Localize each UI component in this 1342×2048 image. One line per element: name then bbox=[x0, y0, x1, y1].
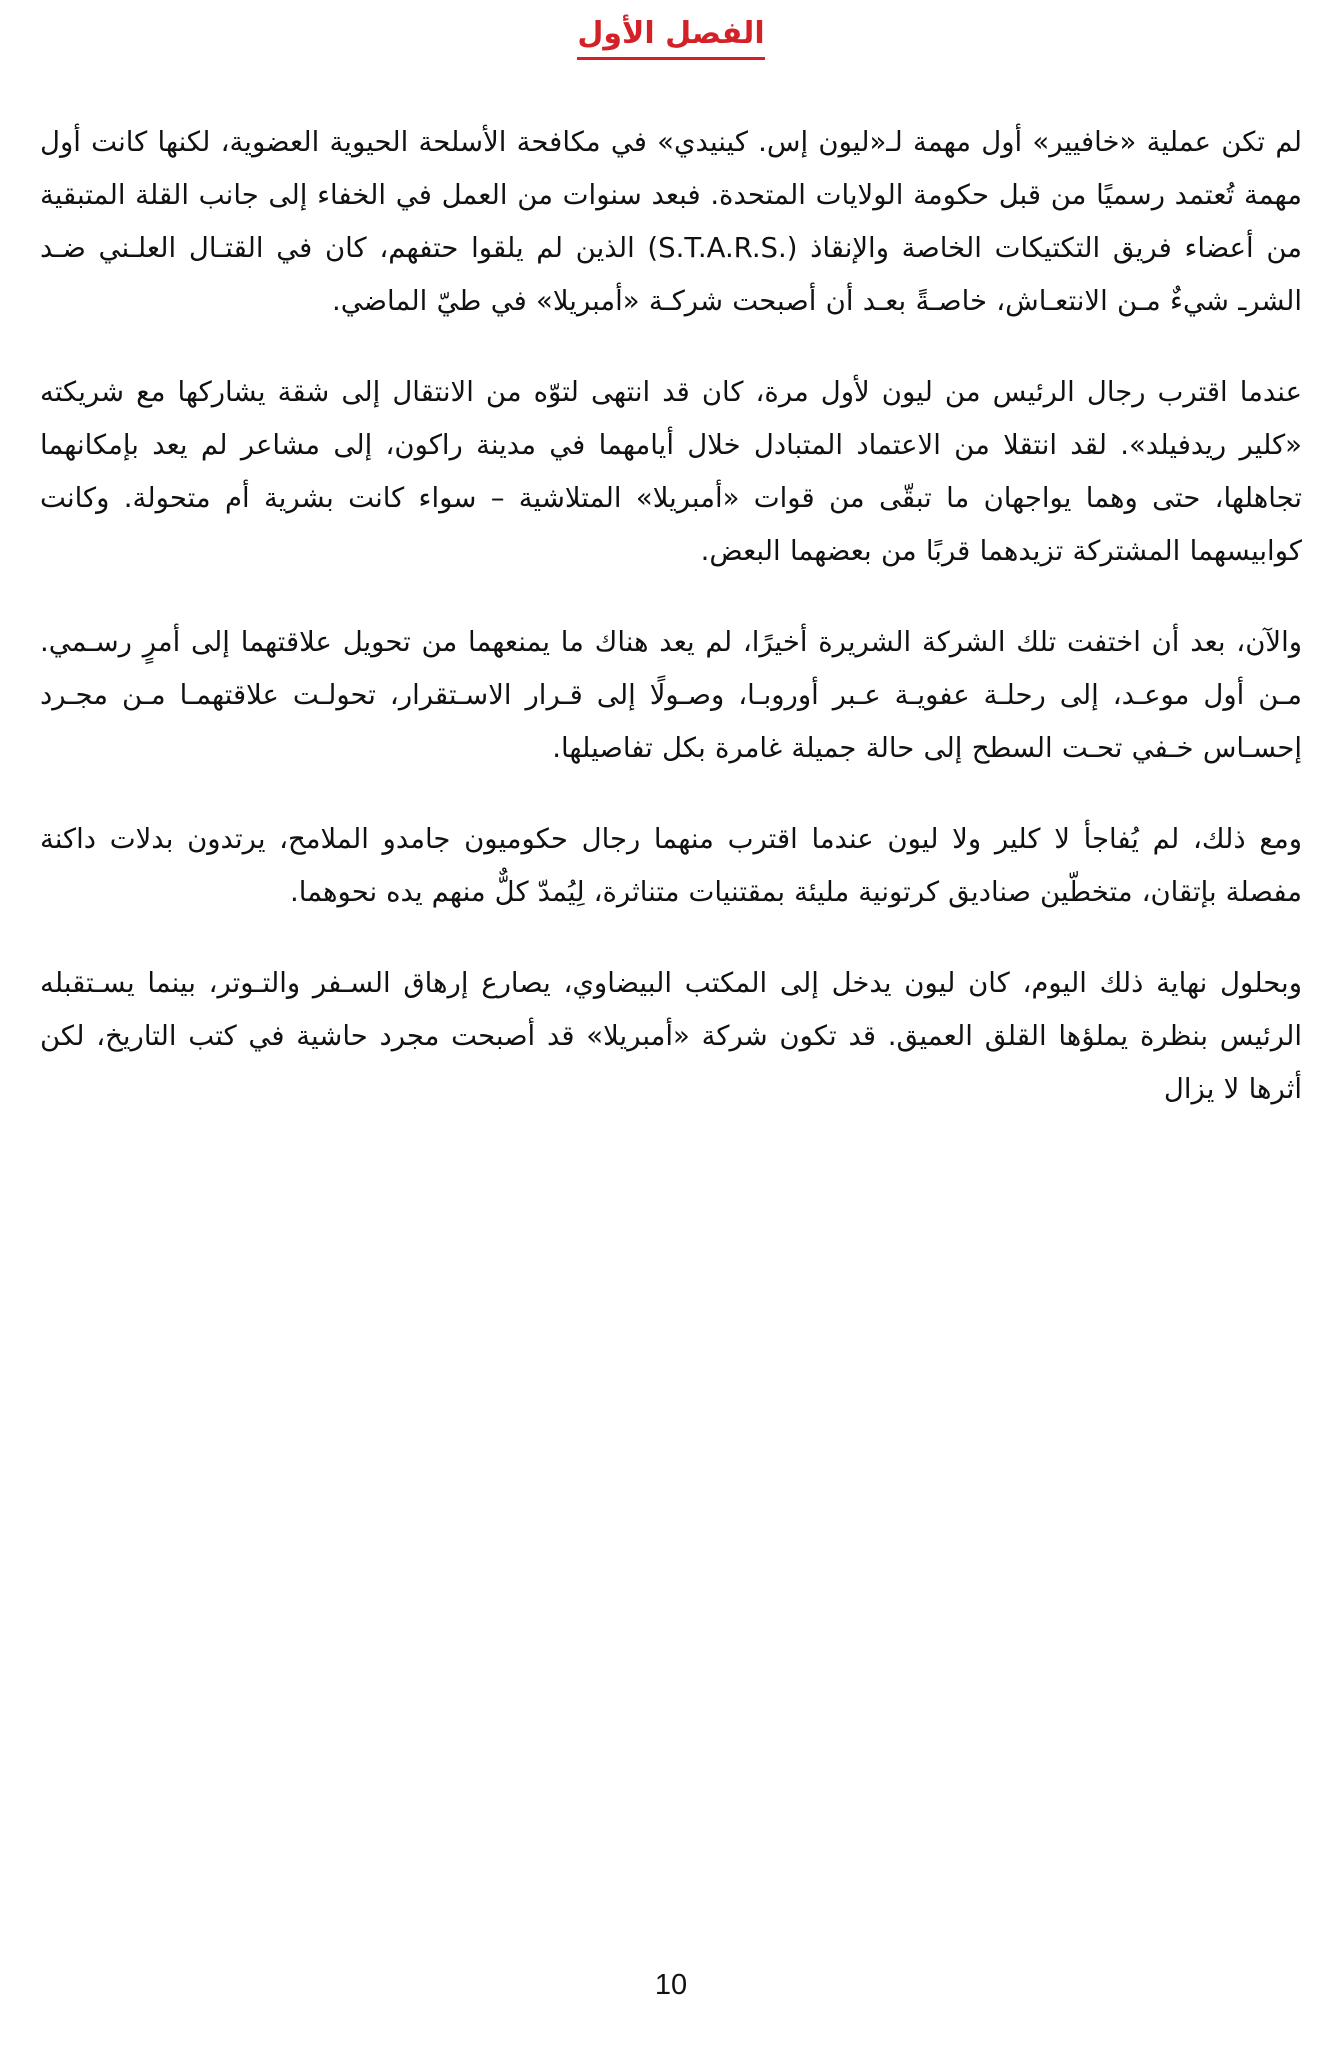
page-content bbox=[40, 0, 1302, 2048]
body-text bbox=[40, 116, 1302, 1116]
paragraph-2: عندما اقترب رجال الرئيس من ليون لأول مرة، كان قد انتهى لتوّه من الانتقال إلى شقة يشاركها مع شريكته «كلير ريدفيلد». لقد انتقلا من الاعتماد المتبادل خلال أيامهما في مدينة راكون، إلى مشاعر لم يعد بإمكانهما تجاهلها، حتى وهما يواجهان ما تبقّى من قوات «أمبريلا» المتلاشية – سواء كانت بشرية أم متحولة. وكانت كوابيسهما المشتركة تزيدهما قربًا من بعضهما البعض. bbox=[40, 376, 1302, 567]
chapter-title bbox=[40, 0, 1302, 60]
paragraph-5: وبحلول نهاية ذلك اليوم، كان ليون يدخل إلى المكتب البيضاوي، يصارع إرهاق السـفر والتـوتر، بينما يسـتقبله الرئيس بنظرة يملؤها القلق العميق. قد تكون شركة «أمبريلا» قد أصبحت مجرد حاشية في كتب التاريخ، لكن أثرها لا يزال bbox=[40, 967, 1302, 1105]
chapter-title-text: الفصل الأول bbox=[577, 16, 764, 60]
paragraph-3: والآن، بعد أن اختفت تلك الشركة الشريرة أخيرًا، لم يعد هناك ما يمنعهما من تحويل علاقتهما إلى أمرٍ رسـمي. مـن أول موعـد، إلى رحلـة عفويـة عـبر أوروبـا، وصـولًا إلى قـرار الاسـتقرار، تحولـت علاقتهمـا مـن مجـرد إحسـاس خـفي تحـت السطح إلى حالة جميلة غامرة بكل تفاصيلها. bbox=[40, 626, 1302, 764]
page-number: 10 bbox=[654, 1969, 688, 2001]
paragraph-1: لم تكن عملية «خافيير» أول مهمة لـ«ليون إس. كينيدي» في مكافحة الأسلحة الحيوية العضوية، لكنها كانت أول مهمة تُعتمد رسميًا من قبل حكومة الولايات المتحدة. فبعد سنوات من العمل في الخفاء إلى جانب القلة المتبقية من أعضاء فريق التكتيكات الخاصة والإنقاذ (.S.T.A.R.S) الذين لم يلقوا حتفهم، كان في القتـال العلـني ضـد الشرـ شيءٌ مـن الانتعـاش، خاصـةً بعـد أن أصبحت شركـة «أمبريلا» في طيّ الماضي. bbox=[40, 126, 1302, 317]
paragraph-4: ومع ذلك، لم يُفاجأ لا كلير ولا ليون عندما اقترب منهما رجال حكوميون جامدو الملامح، يرتدون بدلات داكنة مفصلة بإتقان، متخطّين صناديق كرتونية مليئة بمقتنيات متناثرة، لِيُمدّ كلٌّ منهم يده نحوهما. bbox=[40, 823, 1302, 908]
